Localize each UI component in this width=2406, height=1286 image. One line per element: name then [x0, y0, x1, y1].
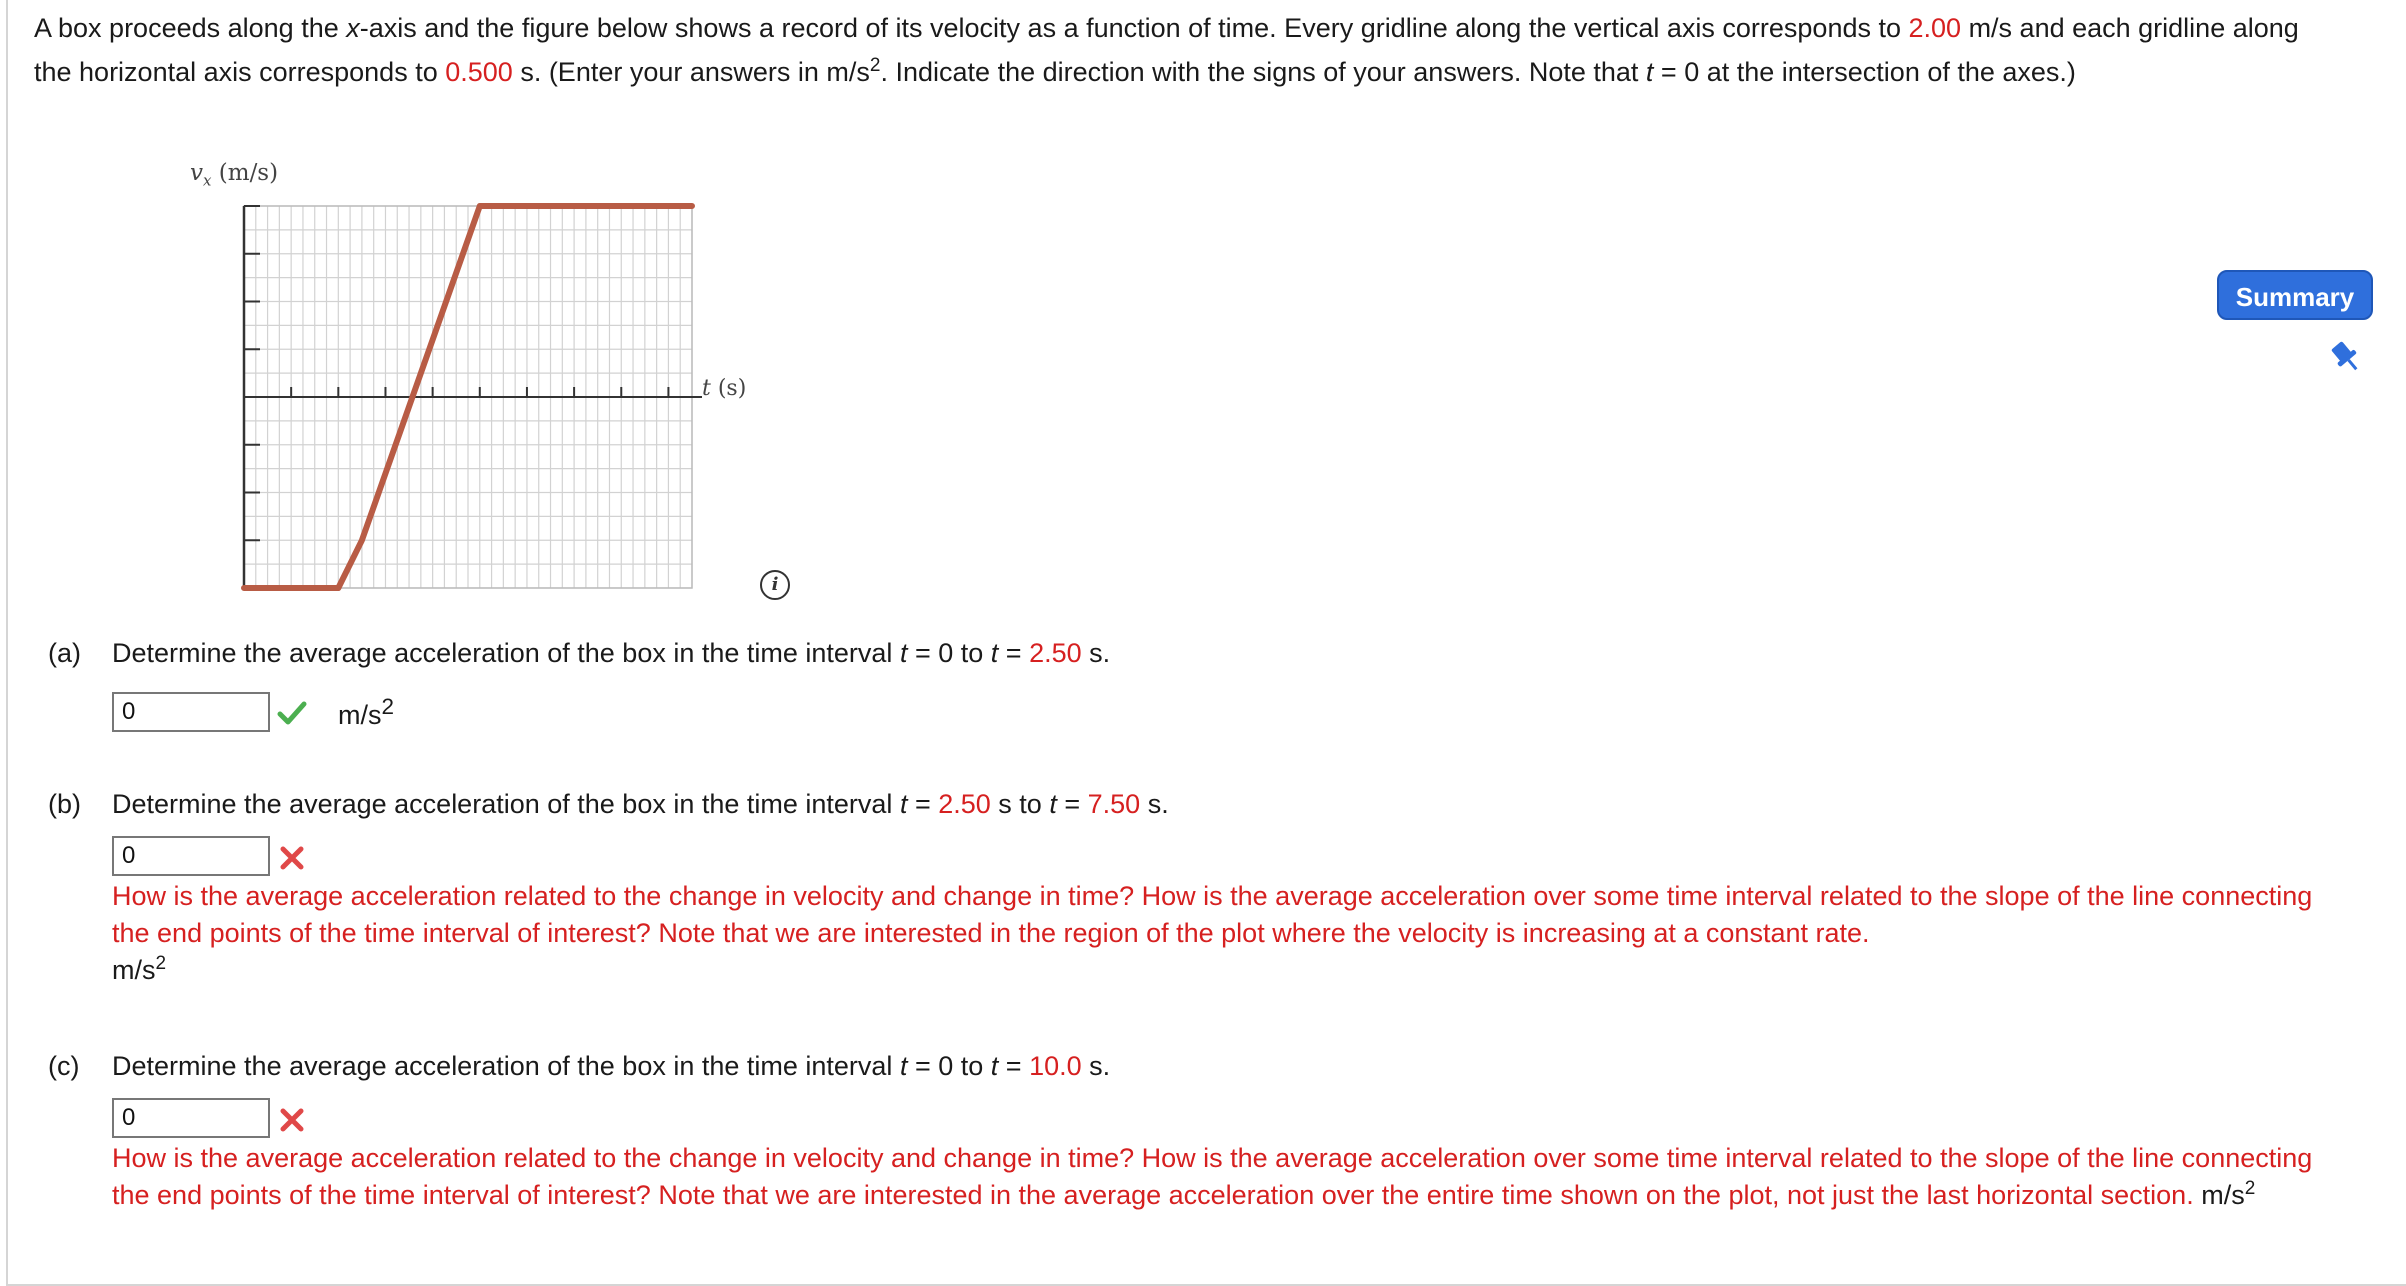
info-icon[interactable]: i: [760, 570, 790, 600]
v-grid-value: 2.00: [1908, 13, 1962, 43]
part-a-question: (a) Determine the average acceleration of the box in the time interval t = 0 to t = 2.50 s.: [48, 638, 1111, 668]
part-b-hint: How is the average acceleration related to the change in velocity and change in time? How is the average acceleration over some time interval related to the slope of the line connecting the end points of the time interval of interest? Note that we are interested in the region of the plot where the velocity is increasing at a constant rate. $m/s^2$: [112, 881, 2313, 985]
part-c-hint: How is the average acceleration related to the change in velocity and change in time? How is the average acceleration over some time interval related to the slope of the line connecting the end points of the time interval of interest? Note that we are interested in the average acceleration over the entire time shown on the plot, not just the last horizontal section. $m/s^2$: [112, 1143, 2313, 1210]
check-icon: [276, 697, 308, 729]
part-b-answer-input[interactable]: [112, 836, 270, 876]
cross-icon: [276, 842, 308, 874]
x-axis-label: t (s): [702, 376, 747, 401]
part-c-answer-input[interactable]: [112, 1098, 270, 1138]
cross-icon: [276, 1104, 308, 1136]
t-grid-value: 0.500: [445, 57, 513, 87]
part-a-unit: $m/s^2$: [338, 694, 395, 730]
part-c-question: (c) Determine the average acceleration of the box in the time interval t = 0 to t = 10.0 s.: [48, 1051, 1111, 1081]
part-a-answer-input[interactable]: [112, 692, 270, 732]
part-b-question: (b) Determine the average acceleration of the box in the time interval t = 2.50 s to t = 7.50 s.: [48, 789, 1169, 819]
y-axis-label: $v_x$ (m/s): [190, 160, 279, 190]
velocity-time-figure: [180, 158, 820, 598]
part-c-unit: $m/s^2$: [2201, 1178, 2256, 1210]
summary-button[interactable]: Summary: [2217, 270, 2373, 320]
problem-statement: A box proceeds along the x-axis and the figure below shows a record of its velocity as a function of time. Every gridline along the vertical axis corresponds to 2.00 m/s and each gridline along the horizontal axis corresponds to 0.500 s. (Enter your answers in $m/s^2$. Indicate the direction with the signs of your answers. Note that t = 0 at the intersection of the axes.): [34, 13, 2299, 87]
part-b-unit: $m/s^2$: [112, 953, 167, 985]
pin-icon[interactable]: [2325, 336, 2367, 378]
